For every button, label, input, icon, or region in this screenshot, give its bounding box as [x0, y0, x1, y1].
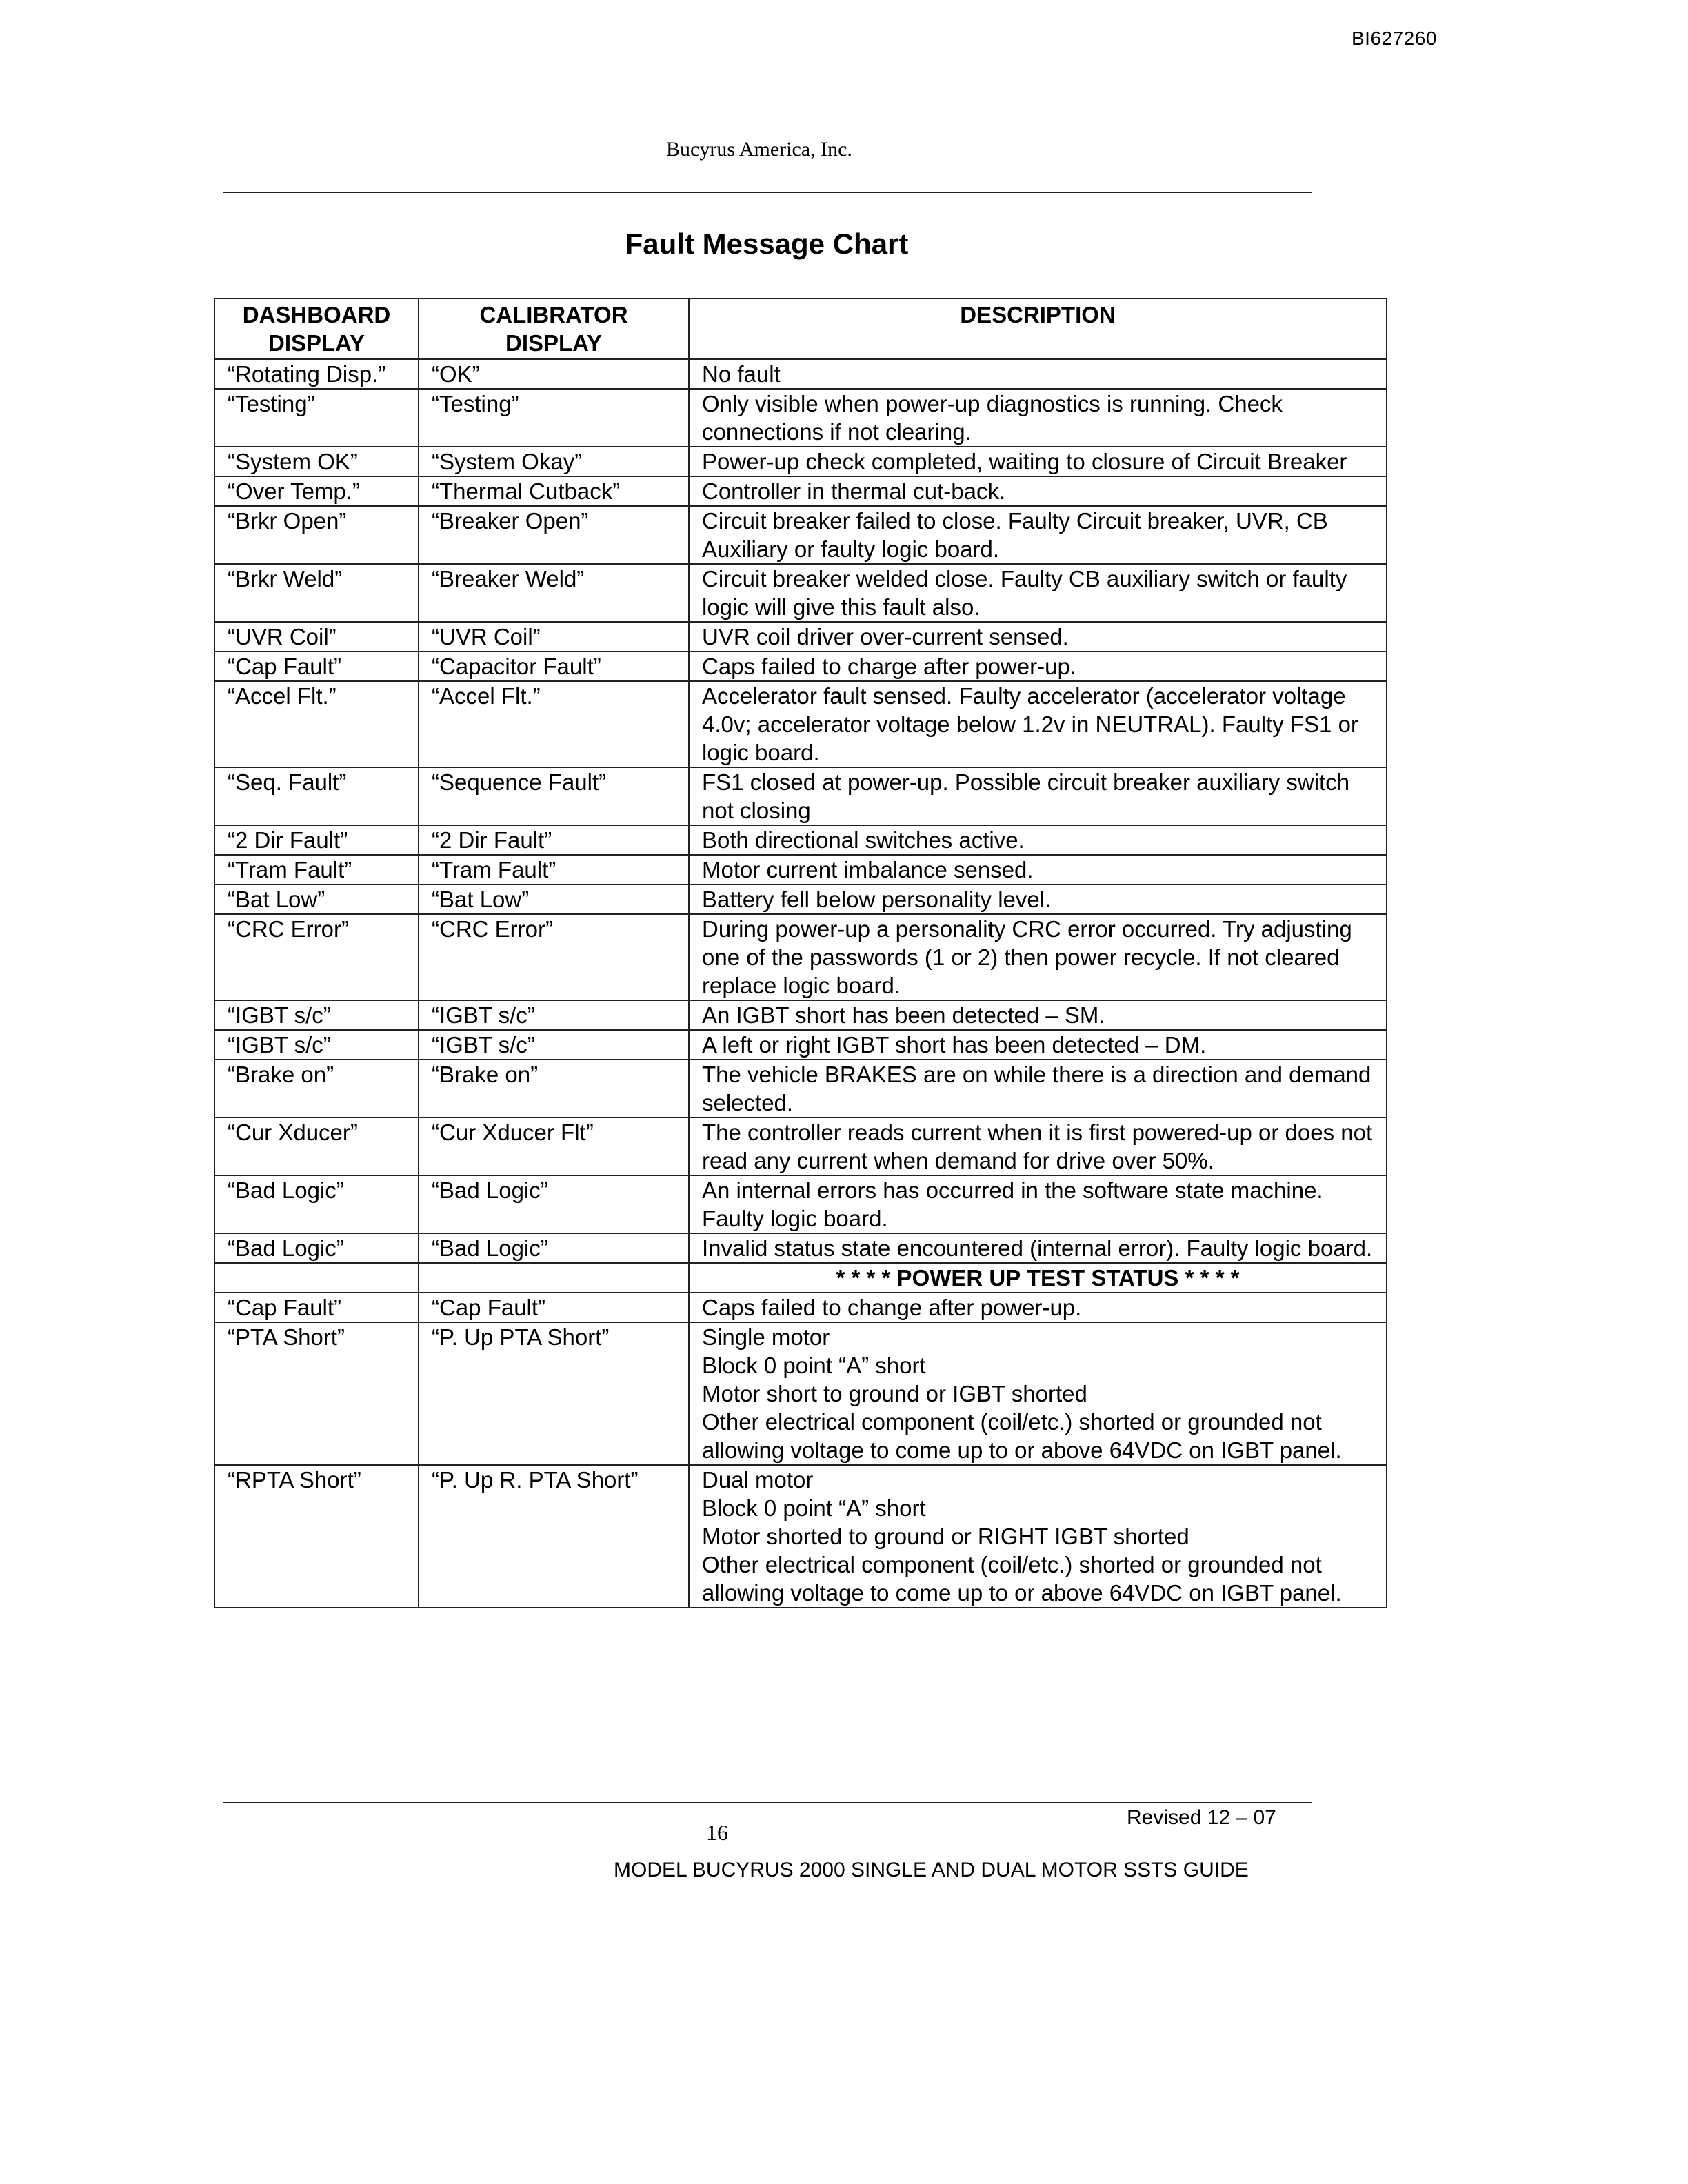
table-row	[214, 1118, 1387, 1175]
table-row	[214, 1293, 1387, 1322]
calibrator-cell: “Breaker Weld”	[419, 564, 689, 622]
document-id: BI627260	[1352, 28, 1437, 49]
dashboard-cell: “Cur Xducer”	[214, 1118, 419, 1175]
description-cell: An IGBT short has been detected – SM.	[689, 1000, 1387, 1030]
table-row	[214, 1060, 1387, 1118]
dashboard-cell: “Bad Logic”	[214, 1233, 419, 1263]
fault-message-table	[214, 298, 1387, 1608]
description-cell: * * * * POWER UP TEST STATUS * * * *	[689, 1263, 1387, 1293]
table-row	[214, 476, 1387, 506]
calibrator-cell: “Bad Logic”	[419, 1233, 689, 1263]
table-row	[214, 506, 1387, 564]
calibrator-cell: “UVR Coil”	[419, 622, 689, 651]
calibrator-cell: “Accel Flt.”	[419, 681, 689, 767]
calibrator-cell: “Bad Logic”	[419, 1175, 689, 1233]
table-row	[214, 681, 1387, 767]
description-cell: Circuit breaker welded close. Faulty CB auxiliary switch or faulty logic will give this fault also.	[689, 564, 1387, 622]
description-cell: The controller reads current when it is first powered-up or does not read any current when demand for drive over 50%.	[689, 1118, 1387, 1175]
calibrator-cell: “Bat Low”	[419, 884, 689, 914]
dashboard-cell: “Over Temp.”	[214, 476, 419, 506]
header-rule	[223, 192, 1312, 193]
description-cell: Battery fell below personality level.	[689, 884, 1387, 914]
calibrator-cell: “P. Up R. PTA Short”	[419, 1465, 689, 1608]
calibrator-cell: “CRC Error”	[419, 914, 689, 1000]
description-cell: Accelerator fault sensed. Faulty accelerator (accelerator voltage 4.0v; accelerator voltage below 1.2v in NEUTRAL). Faulty FS1 or logic board.	[689, 681, 1387, 767]
description-cell: During power-up a personality CRC error occurred. Try adjusting one of the passwords (1 or 2) then power recycle. If not cleared replace logic board.	[689, 914, 1387, 1000]
dashboard-cell: “Brkr Weld”	[214, 564, 419, 622]
table-row	[214, 1465, 1387, 1608]
calibrator-cell: “Capacitor Fault”	[419, 651, 689, 681]
table-row	[214, 622, 1387, 651]
column-header-dashboard: DASHBOARD DISPLAY	[214, 299, 419, 359]
dashboard-cell: “UVR Coil”	[214, 622, 419, 651]
calibrator-cell: “Cap Fault”	[419, 1293, 689, 1322]
column-header-calibrator: CALIBRATOR DISPLAY	[419, 299, 689, 359]
description-cell: Single motor Block 0 point “A” short Motor short to ground or IGBT shorted Other electrical component (coil/etc.) shorted or grounded not allowing voltage to come up to or above 64VDC on IGBT panel.	[689, 1322, 1387, 1465]
table-row	[214, 1030, 1387, 1060]
description-cell: Caps failed to charge after power-up.	[689, 651, 1387, 681]
calibrator-cell: “Testing”	[419, 389, 689, 447]
dashboard-cell: “IGBT s/c”	[214, 1030, 419, 1060]
description-cell: No fault	[689, 359, 1387, 389]
calibrator-cell: “Tram Fault”	[419, 855, 689, 884]
description-cell: Dual motor Block 0 point “A” short Motor shorted to ground or RIGHT IGBT shorted Other electrical component (coil/etc.) shorted or grounded not allowing voltage to come up to or above 64VDC on IGBT panel.	[689, 1465, 1387, 1608]
section-row	[214, 1263, 1387, 1293]
table-row	[214, 651, 1387, 681]
calibrator-cell: “System Okay”	[419, 447, 689, 476]
table-row	[214, 1000, 1387, 1030]
description-cell: Power-up check completed, waiting to closure of Circuit Breaker	[689, 447, 1387, 476]
dashboard-cell	[214, 1263, 419, 1293]
dashboard-cell: “Rotating Disp.”	[214, 359, 419, 389]
table-row	[214, 1322, 1387, 1465]
calibrator-cell	[419, 1263, 689, 1293]
revision-date: Revised 12 – 07	[1127, 1806, 1276, 1829]
dashboard-cell: “Accel Flt.”	[214, 681, 419, 767]
dashboard-cell: “Seq. Fault”	[214, 767, 419, 825]
description-cell: Motor current imbalance sensed.	[689, 855, 1387, 884]
calibrator-cell: “IGBT s/c”	[419, 1000, 689, 1030]
dashboard-cell: “2 Dir Fault”	[214, 825, 419, 855]
table-row	[214, 825, 1387, 855]
calibrator-cell: “Thermal Cutback”	[419, 476, 689, 506]
description-cell: Only visible when power-up diagnostics is running. Check connections if not clearing.	[689, 389, 1387, 447]
description-cell: Invalid status state encountered (internal error). Faulty logic board.	[689, 1233, 1387, 1263]
table-row	[214, 564, 1387, 622]
page-number: 16	[706, 1820, 728, 1845]
table-row	[214, 447, 1387, 476]
calibrator-cell: “Brake on”	[419, 1060, 689, 1118]
table-row	[214, 1175, 1387, 1233]
calibrator-cell: “OK”	[419, 359, 689, 389]
footer-rule	[223, 1802, 1312, 1803]
dashboard-cell: “CRC Error”	[214, 914, 419, 1000]
dashboard-cell: “PTA Short”	[214, 1322, 419, 1465]
table-row	[214, 914, 1387, 1000]
description-cell: Circuit breaker failed to close. Faulty Circuit breaker, UVR, CB Auxiliary or faulty logic board.	[689, 506, 1387, 564]
column-header-description: DESCRIPTION	[689, 299, 1387, 359]
description-cell: Caps failed to change after power-up.	[689, 1293, 1387, 1322]
dashboard-cell: “Testing”	[214, 389, 419, 447]
dashboard-cell: “Cap Fault”	[214, 1293, 419, 1322]
dashboard-cell: “RPTA Short”	[214, 1465, 419, 1608]
calibrator-cell: “Sequence Fault”	[419, 767, 689, 825]
dashboard-cell: “Brkr Open”	[214, 506, 419, 564]
dashboard-cell: “Bat Low”	[214, 884, 419, 914]
calibrator-cell: “P. Up PTA Short”	[419, 1322, 689, 1465]
calibrator-cell: “2 Dir Fault”	[419, 825, 689, 855]
table-header-row	[214, 299, 1387, 359]
table-row	[214, 1233, 1387, 1263]
table-row	[214, 389, 1387, 447]
description-cell: Both directional switches active.	[689, 825, 1387, 855]
dashboard-cell: “IGBT s/c”	[214, 1000, 419, 1030]
calibrator-cell: “Breaker Open”	[419, 506, 689, 564]
table-row	[214, 767, 1387, 825]
dashboard-cell: “Cap Fault”	[214, 651, 419, 681]
description-cell: The vehicle BRAKES are on while there is a direction and demand selected.	[689, 1060, 1387, 1118]
table-row	[214, 884, 1387, 914]
calibrator-cell: “IGBT s/c”	[419, 1030, 689, 1060]
dashboard-cell: “System OK”	[214, 447, 419, 476]
description-cell: UVR coil driver over-current sensed.	[689, 622, 1387, 651]
description-cell: FS1 closed at power-up. Possible circuit breaker auxiliary switch not closing	[689, 767, 1387, 825]
dashboard-cell: “Brake on”	[214, 1060, 419, 1118]
dashboard-cell: “Bad Logic”	[214, 1175, 419, 1233]
calibrator-cell: “Cur Xducer Flt”	[419, 1118, 689, 1175]
company-name: Bucyrus America, Inc.	[666, 138, 852, 161]
model-guide-title: MODEL BUCYRUS 2000 SINGLE AND DUAL MOTOR SSTS GUIDE	[614, 1859, 1249, 1881]
description-cell: An internal errors has occurred in the software state machine. Faulty logic board.	[689, 1175, 1387, 1233]
description-cell: Controller in thermal cut-back.	[689, 476, 1387, 506]
table-body	[214, 359, 1387, 1608]
description-cell: A left or right IGBT short has been detected – DM.	[689, 1030, 1387, 1060]
table-row	[214, 359, 1387, 389]
table-row	[214, 855, 1387, 884]
page-title: Fault Message Chart	[625, 228, 909, 260]
dashboard-cell: “Tram Fault”	[214, 855, 419, 884]
